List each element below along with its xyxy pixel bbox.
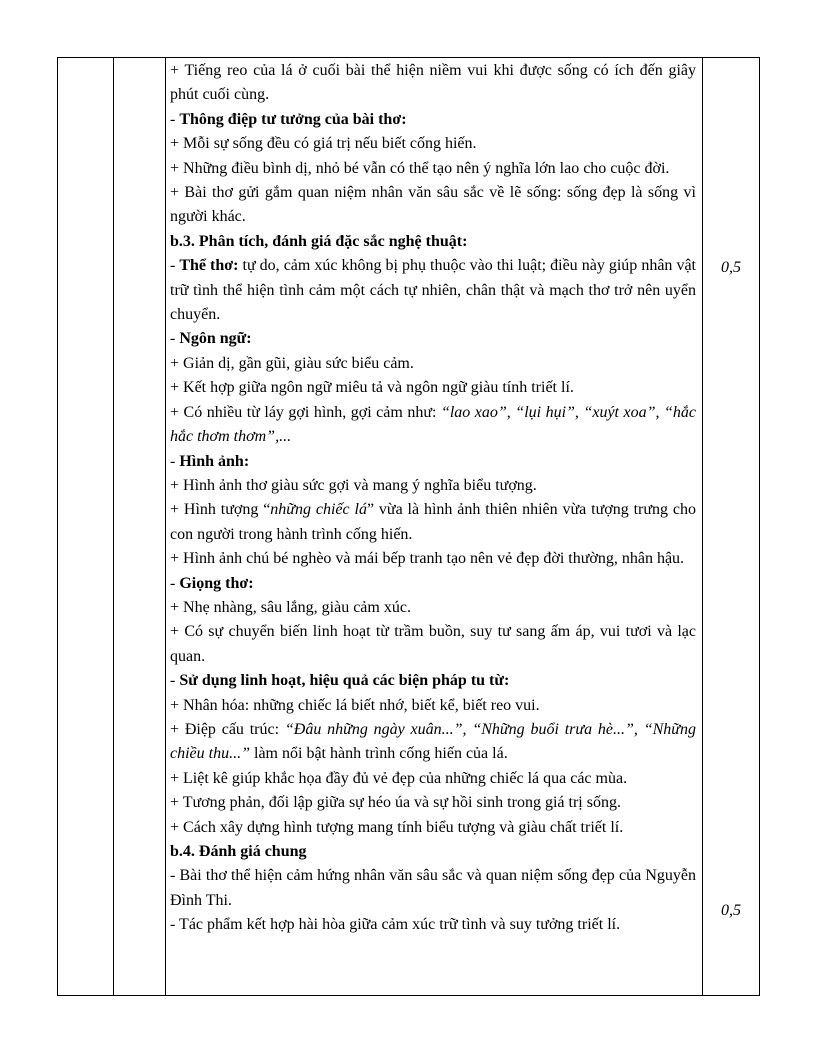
column-divider-2 <box>165 58 166 995</box>
text-line: - Bài thơ thể hiện cảm hứng nhân văn sâu sắc và quan niệm sống đẹp của Nguyễn Đình Thi. <box>170 867 696 909</box>
text-line: + Những điều bình dị, nhỏ bé vẫn có thể tạo nên ý nghĩa lớn lao cho cuộc đời. <box>170 159 670 177</box>
score-b3: 0,5 <box>721 259 741 276</box>
section-heading-hinh-anh: - Hình ảnh: <box>170 452 250 470</box>
text-line: + Mỗi sự sống đều có giá trị nếu biết cống hiến. <box>170 135 477 153</box>
text-line: + Hình ảnh thơ giàu sức gợi và mang ý nghĩa biểu tượng. <box>170 476 537 494</box>
column-divider-3 <box>702 58 703 995</box>
text-line: - Thể thơ: tự do, cảm xúc không bị phụ thuộc vào thi luật; điều này giúp nhân vật trữ tình thể hiện tình cảm một cách tự nhiên, chân thật và mạch thơ trở nên uyển chuyển. <box>170 257 697 324</box>
score-b4: 0,5 <box>721 902 741 919</box>
answer-table <box>57 57 760 996</box>
text-line: + Nhân hóa: những chiếc lá biết nhớ, biết kể, biết reo vui. <box>170 696 540 714</box>
text-line: + Có sự chuyển biến linh hoạt từ trầm buồn, suy tư sang ấm áp, vui tươi và lạc quan. <box>170 623 696 665</box>
text-line: + Hình tượng “những chiếc lá” vừa là hình ảnh thiên nhiên vừa tượng trưng cho con người trong hành trình cống hiến. <box>170 501 697 543</box>
section-heading-ngon-ngu: - Ngôn ngữ: <box>170 330 252 348</box>
text-line: + Kết hợp giữa ngôn ngữ miêu tả và ngôn ngữ giàu tính triết lí. <box>170 379 574 397</box>
section-heading-thong-diep: - Thông điệp tư tưởng của bài thơ: <box>170 110 407 128</box>
text-line: + Nhẹ nhàng, sâu lắng, giàu cảm xúc. <box>170 598 411 616</box>
section-heading-b4: b.4. Đánh giá chung <box>170 843 307 860</box>
text-line: + Hình ảnh chú bé nghèo và mái bếp tranh tạo nên vẻ đẹp đời thường, nhân hậu. <box>170 550 685 568</box>
text-line: + Có nhiều từ láy gợi hình, gợi cảm như: “lao xao”, “lụi hụi”, “xuýt xoa”, “hắc hắc thơm thơm”,... <box>170 403 696 446</box>
column-divider-1 <box>113 58 114 995</box>
section-heading-b3: b.3. Phân tích, đánh giá đặc sắc nghệ thuật: <box>170 232 468 250</box>
text-line: - Tác phẩm kết hợp hài hòa giữa cảm xúc trữ tình và suy tưởng triết lí. <box>170 916 621 934</box>
text-line: + Liệt kê giúp khắc họa đầy đủ vẻ đẹp của những chiếc lá qua các mùa. <box>170 769 628 787</box>
text-line: + Điệp cấu trúc: “Đâu những ngày xuân...”, “Những buổi trưa hè...”, “Những chiều thu...” làm nổi bật hành trình cống hiến của lá. <box>170 720 696 763</box>
text-line: + Bài thơ gửi gắm quan niệm nhân văn sâu sắc về lẽ sống: sống đẹp là sống vì người khác. <box>170 184 696 226</box>
text-line: + Cách xây dựng hình tượng mang tính biểu tượng và giàu chất triết lí. <box>170 818 624 836</box>
text-line: + Giản dị, gần gũi, giàu sức biểu cảm. <box>170 354 414 372</box>
section-heading-bien-phap-tu-tu: - Sử dụng linh hoạt, hiệu quả các biện pháp tu từ: <box>170 672 510 690</box>
answer-content-cell <box>170 59 696 938</box>
section-heading-giong-tho: - Giọng thơ: <box>170 574 254 592</box>
text-line: + Tương phản, đối lập giữa sự héo úa và sự hồi sinh trong giá trị sống. <box>170 794 621 812</box>
text-line: + Tiếng reo của lá ở cuối bài thể hiện niềm vui khi được sống có ích đến giây phút cuối cùng. <box>170 62 696 104</box>
